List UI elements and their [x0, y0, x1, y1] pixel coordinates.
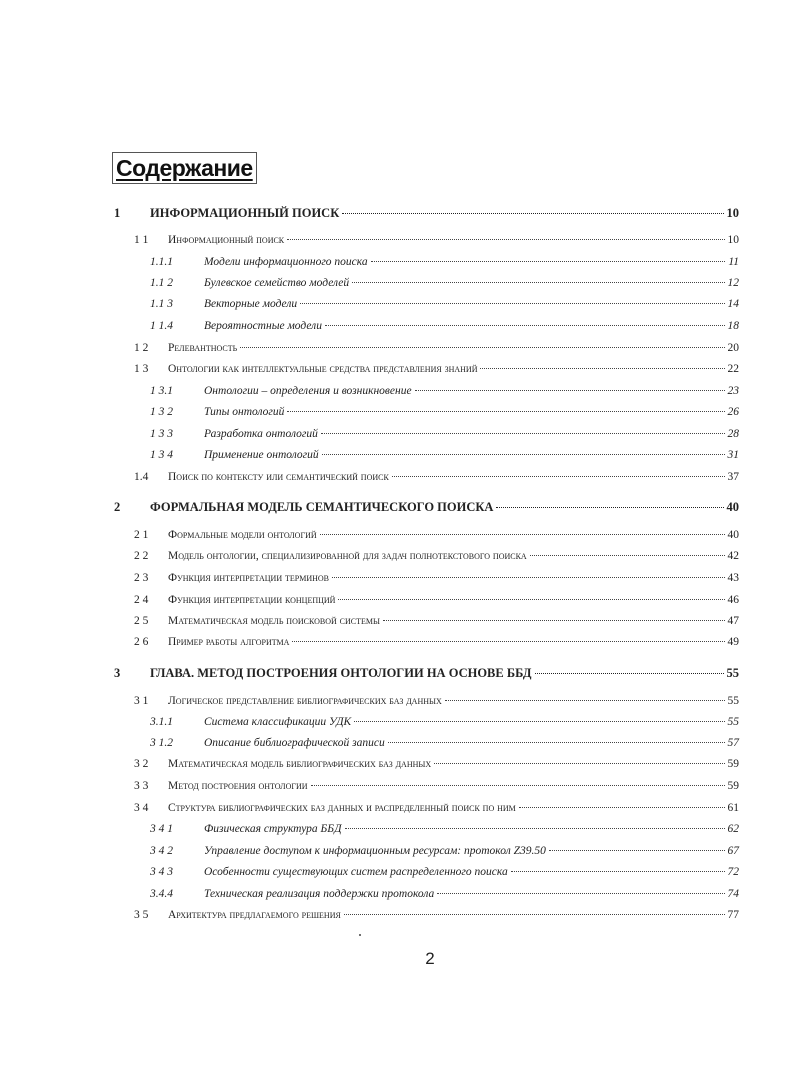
toc-entry-level-3	[150, 320, 739, 332]
dot-leader	[240, 347, 724, 348]
toc-entry-page: 26	[727, 406, 739, 418]
toc-entry-label: Вероятностные модели	[204, 320, 322, 332]
toc-entry-page: 55	[726, 666, 739, 680]
dot-leader	[530, 555, 725, 556]
toc-entry-level-2	[134, 363, 739, 375]
dot-leader	[415, 390, 725, 391]
dot-leader	[383, 620, 725, 621]
toc-entry-page: 43	[727, 572, 739, 584]
toc-entry-level-2	[134, 758, 739, 770]
toc-entry-label: Структура библиографических баз данных и распределенный поиск по ним	[168, 802, 516, 814]
toc-entry-page: 59	[727, 758, 739, 770]
toc-entry-number: 1 1.4	[150, 320, 173, 332]
toc-entry-number: 3 4	[134, 802, 149, 814]
toc-entry-level-2	[134, 234, 739, 246]
toc-entry-page: 20	[727, 342, 739, 354]
toc-entry-number: 3 4 1	[150, 823, 173, 835]
dot-leader	[352, 282, 724, 283]
toc-entry-label: Релевантность	[168, 342, 238, 354]
toc-entry-label: Управление доступом к информационным ресурсам: протокол Z39.50	[204, 845, 546, 857]
toc-entry-label: Математическая модель библиографических баз данных	[168, 758, 432, 770]
toc-entry-number: 3.1.1	[150, 716, 173, 728]
toc-entry-label: ФОРМАЛЬНАЯ МОДЕЛЬ СЕМАНТИЧЕСКОГО ПОИСКА	[150, 500, 494, 514]
toc-entry-number: 3 1	[134, 695, 149, 707]
toc-entry-number: 1.1 3	[150, 298, 173, 310]
toc-entry-label: Информационный поиск	[168, 234, 285, 246]
toc-entry-number: 1 3 4	[150, 449, 173, 461]
toc-entry-page: 61	[727, 802, 739, 814]
toc-entry-number: 1 2	[134, 342, 149, 354]
toc-entry-level-2	[134, 780, 739, 792]
toc-entry-page: 77	[727, 909, 739, 921]
toc-entry-level-2	[134, 695, 739, 707]
toc-entry-label: Поиск по контексту или семантический поиск	[168, 471, 389, 483]
toc-entry-label: Модели информационного поиска	[204, 256, 368, 268]
dot-leader	[345, 828, 725, 829]
dot-leader	[371, 261, 726, 262]
toc-entry-label: Особенности существующих систем распределенного поиска	[204, 866, 508, 878]
toc-entry-number: 3 4 2	[150, 845, 173, 857]
toc-entry-number: 2 4	[134, 594, 149, 606]
dot-leader	[354, 721, 724, 722]
toc-entry-page: 31	[727, 449, 739, 461]
dot-leader	[338, 599, 724, 600]
toc-entry-label: Математическая модель поисковой системы	[168, 615, 380, 627]
toc-entry-label: ИНФОРМАЦИОННЫЙ ПОИСК	[150, 206, 340, 220]
toc-entry-page: 72	[727, 866, 739, 878]
toc-entry-number: 1.1.1	[150, 256, 173, 268]
toc-entry-page: 28	[727, 428, 739, 440]
toc-entry-page: 12	[727, 277, 739, 289]
toc-entry-level-2	[134, 636, 739, 648]
toc-entry-page: 18	[727, 320, 739, 332]
toc-entry-number: 3	[114, 666, 121, 680]
toc-entry-label: Типы онтологий	[204, 406, 285, 418]
toc-entry-label: Векторные модели	[204, 298, 298, 310]
toc-entry-label: Пример работы алгоритма	[168, 636, 290, 648]
toc-entry-number: 1.1 2	[150, 277, 173, 289]
toc-entry-label: Булевское семейство моделей	[204, 277, 350, 289]
toc-entry-level-3	[150, 277, 739, 289]
dot-leader	[445, 700, 725, 701]
toc-entry-page: 57	[727, 737, 739, 749]
page-title: Содержание	[112, 152, 257, 184]
toc-entry-page: 67	[727, 845, 739, 857]
toc-entry-page: 55	[727, 716, 739, 728]
toc-entry-level-3	[150, 823, 739, 835]
dot-leader	[434, 763, 724, 764]
toc-entry-number: 1 3	[134, 363, 149, 375]
toc-entry-page: 47	[727, 615, 739, 627]
toc-entry-label: Применение онтологий	[204, 449, 319, 461]
toc-entry-label: Функция интерпретации терминов	[168, 572, 329, 584]
toc-entry-page: 23	[727, 385, 739, 397]
toc-entry-page: 55	[727, 695, 739, 707]
toc-entry-level-3	[150, 406, 739, 418]
toc-entry-level-2	[134, 572, 739, 584]
toc-entry-label: Разработка онтологий	[204, 428, 318, 440]
dot-leader	[496, 507, 723, 508]
toc-entry-level-3	[150, 888, 739, 900]
toc-entry-level-3	[150, 385, 739, 397]
toc-entry-level-2	[134, 615, 739, 627]
toc-entry-number: 3 2	[134, 758, 149, 770]
toc-entry-label: Формальные модели онтологий	[168, 529, 317, 541]
dot-leader	[287, 239, 724, 240]
toc-entry-label: Система классификации УДК	[204, 716, 352, 728]
toc-entry-level-1	[114, 206, 739, 221]
toc-entry-level-2	[134, 550, 739, 562]
toc-entry-page: 10	[726, 206, 739, 220]
toc-entry-label: Онтологии как интеллектуальные средства представления знаний	[168, 363, 478, 375]
dot-leader	[535, 673, 724, 674]
dot-leader	[325, 325, 725, 326]
dot-leader	[437, 893, 724, 894]
toc-entry-page: 74	[727, 888, 739, 900]
toc-entry-label: Функция интерпретации концепций	[168, 594, 336, 606]
toc-entry-label: Техническая реализация поддержки протокола	[204, 888, 435, 900]
toc-entry-level-3	[150, 716, 739, 728]
toc-entry-number: 1 3 2	[150, 406, 173, 418]
toc-entry-label: Логическое представление библиографических баз данных	[168, 695, 442, 707]
toc-entry-level-2	[134, 529, 739, 541]
toc-entry-label: Модель онтологии, специализированной для задач полнотекстового поиска	[168, 550, 527, 562]
toc-entry-number: 3 1.2	[150, 737, 173, 749]
toc-entry-level-3	[150, 737, 739, 749]
page-number: 2	[425, 949, 435, 968]
dot-leader	[480, 368, 724, 369]
toc-entry-number: 2 1	[134, 529, 149, 541]
toc-entry-page: 10	[727, 234, 739, 246]
toc-entry-number: 3 5	[134, 909, 149, 921]
toc-entry-page: 40	[726, 500, 739, 514]
toc-entry-number: 3.4.4	[150, 888, 173, 900]
toc-entry-page: 37	[727, 471, 739, 483]
toc-entry-page: 46	[727, 594, 739, 606]
toc-entry-page: 40	[727, 529, 739, 541]
toc-entry-level-3	[150, 866, 739, 878]
toc-entry-page: 42	[727, 550, 739, 562]
toc-entry-page: 62	[727, 823, 739, 835]
toc-entry-level-3	[150, 256, 739, 268]
toc-entry-number: 3 4 3	[150, 866, 173, 878]
toc-entry-number: 3 3	[134, 780, 149, 792]
toc-entry-label: Архитектура предлагаемого решения	[168, 909, 341, 921]
toc-entry-label: Метод построения онтологии	[168, 780, 308, 792]
toc-entry-page: 49	[727, 636, 739, 648]
toc-entry-level-1	[114, 666, 739, 681]
dot-leader	[332, 577, 725, 578]
toc-entry-label: Описание библиографической записи	[204, 737, 385, 749]
toc-entry-number: 1.4	[134, 471, 149, 483]
toc-entry-number: 1 3 3	[150, 428, 173, 440]
scan-speck	[359, 934, 361, 936]
toc-entry-page: 59	[727, 780, 739, 792]
toc-entry-number: 2 3	[134, 572, 149, 584]
toc-entry-page: 22	[727, 363, 739, 375]
dot-leader	[321, 433, 725, 434]
toc-entry-number: 1 1	[134, 234, 149, 246]
dot-leader	[292, 641, 724, 642]
dot-leader	[287, 411, 724, 412]
dot-leader	[549, 850, 725, 851]
toc-entry-level-2	[134, 594, 739, 606]
toc-entry-number: 2	[114, 500, 121, 514]
toc-entry-level-2	[134, 471, 739, 483]
dot-leader	[388, 742, 725, 743]
dot-leader	[300, 303, 724, 304]
toc-entry-level-3	[150, 845, 739, 857]
toc-entry-number: 1 3.1	[150, 385, 173, 397]
toc-entry-page: 11	[728, 256, 739, 268]
toc-entry-label: Физическая структура ББД	[204, 823, 342, 835]
dot-leader	[322, 454, 725, 455]
toc-entry-level-1	[114, 500, 739, 515]
dot-leader	[392, 476, 725, 477]
toc-entry-label: Онтологии – определения и возникновение	[204, 385, 412, 397]
toc-entry-level-2	[134, 342, 739, 354]
dot-leader	[342, 213, 723, 214]
toc-entry-label: ГЛАВА. МЕТОД ПОСТРОЕНИЯ ОНТОЛОГИИ НА ОСНОВЕ ББД	[150, 666, 532, 680]
dot-leader	[311, 785, 725, 786]
dot-leader	[519, 807, 725, 808]
dot-leader	[320, 534, 725, 535]
toc-entry-level-3	[150, 449, 739, 461]
toc-entry-page: 14	[727, 298, 739, 310]
toc-entry-number: 2 5	[134, 615, 149, 627]
toc-entry-level-2	[134, 909, 739, 921]
toc-entry-number: 1	[114, 206, 121, 220]
toc-entry-level-3	[150, 428, 739, 440]
toc-entry-level-3	[150, 298, 739, 310]
dot-leader	[511, 871, 725, 872]
toc-entry-number: 2 2	[134, 550, 149, 562]
toc-entry-level-2	[134, 802, 739, 814]
toc-entry-number: 2 6	[134, 636, 149, 648]
dot-leader	[344, 914, 725, 915]
